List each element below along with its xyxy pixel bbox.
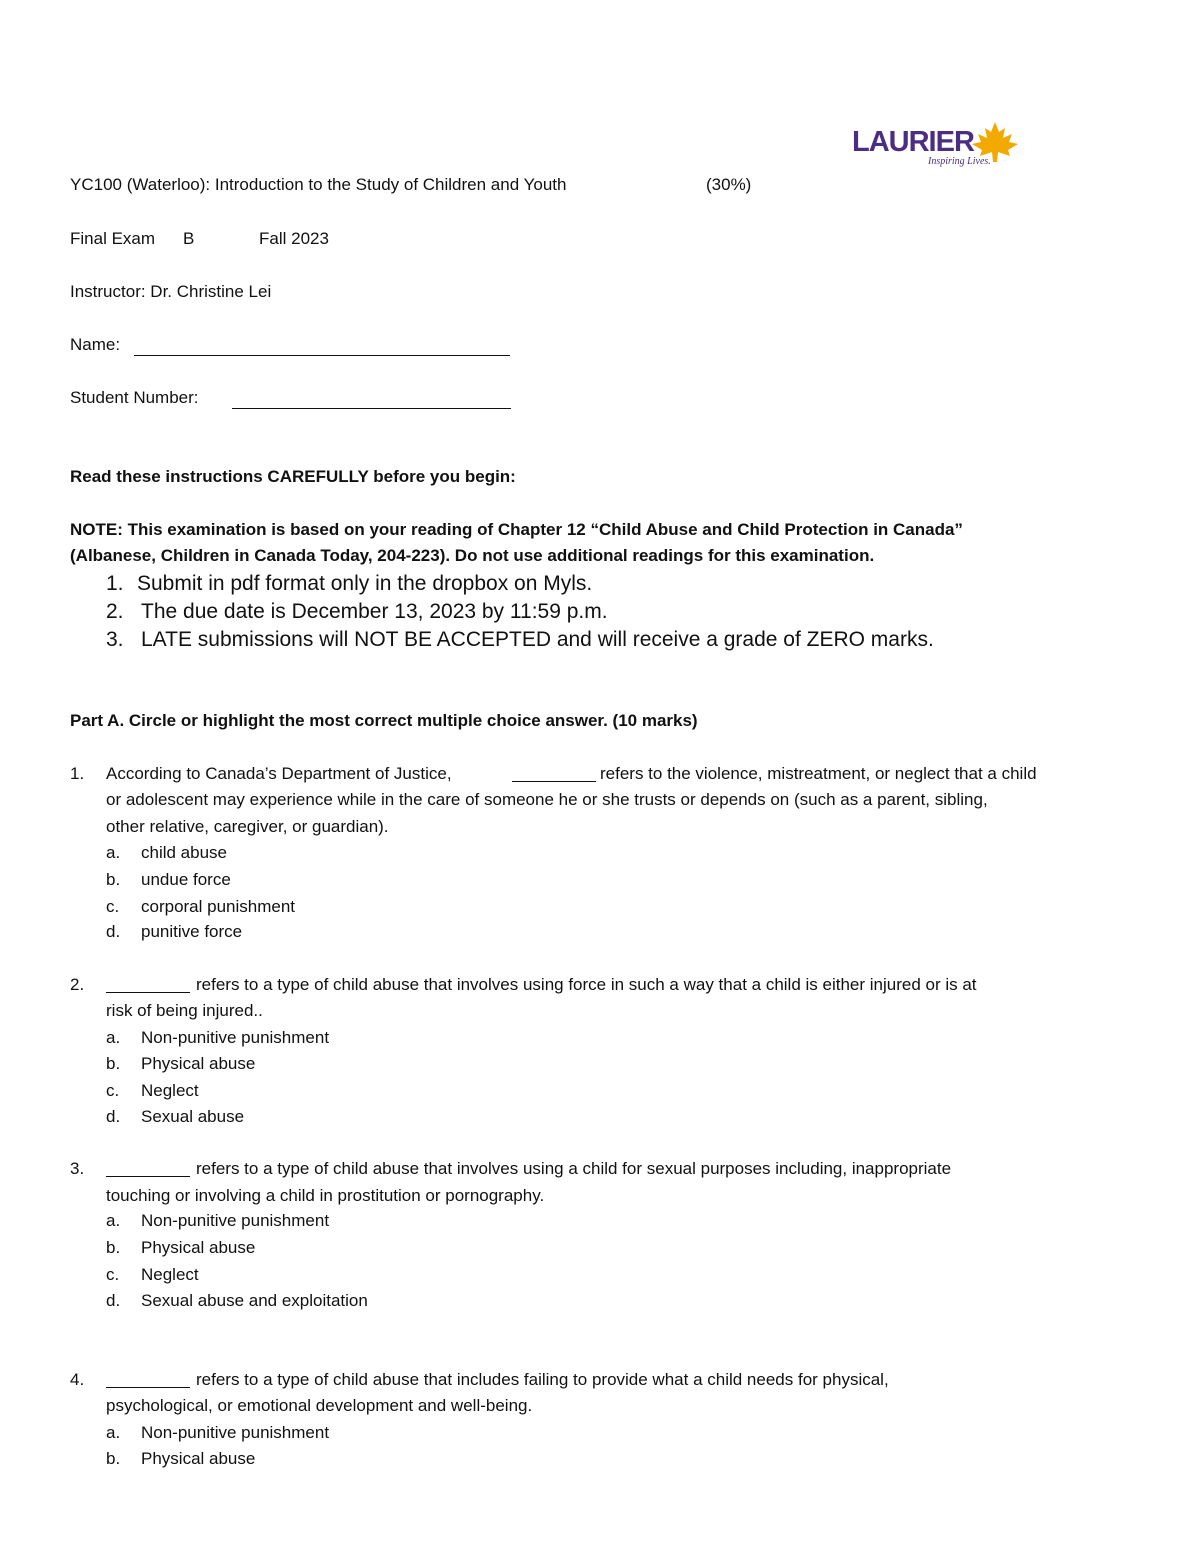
option-letter: b. xyxy=(106,1449,121,1468)
answer-option[interactable]: Neglect xyxy=(141,1265,199,1284)
exam-weight: (30%) xyxy=(706,175,752,194)
exam-term: Fall 2023 xyxy=(259,229,329,248)
laurier-logo xyxy=(852,118,1022,172)
answer-option[interactable]: Physical abuse xyxy=(141,1238,256,1257)
question-text: touching or involving a child in prostitution or pornography. xyxy=(106,1186,545,1205)
note-line-2: (Albanese, Children in Canada Today, 204-223). Do not use additional readings for this examination. xyxy=(70,546,875,565)
answer-option[interactable]: Non-punitive punishment xyxy=(141,1028,330,1047)
question-text: other relative, caregiver, or guardian). xyxy=(106,817,389,836)
answer-option[interactable]: Non-punitive punishment xyxy=(141,1211,330,1230)
answer-option[interactable]: Physical abuse xyxy=(141,1054,256,1073)
answer-option[interactable]: Physical abuse xyxy=(141,1449,256,1468)
logo-tagline: Inspiring Lives. xyxy=(928,156,991,167)
option-letter: b. xyxy=(106,1238,121,1257)
option-letter: c. xyxy=(106,897,120,916)
question-text: refers to a type of child abuse that involves using a child for sexual purposes including, inappropriate xyxy=(196,1159,952,1178)
option-letter: d. xyxy=(106,1291,121,1310)
question-text: refers to a type of child abuse that involves using force in such a way that a child is either injured or is at xyxy=(196,975,977,994)
question-number: 4. xyxy=(70,1370,85,1389)
option-letter: c. xyxy=(106,1081,120,1100)
option-letter: a. xyxy=(106,1211,121,1230)
answer-blank xyxy=(106,978,190,993)
answer-blank xyxy=(106,1373,190,1388)
instruction-number: 1. xyxy=(106,572,124,595)
exam-version: B xyxy=(183,229,195,248)
instruction-number: 3. xyxy=(106,628,124,651)
name-label: Name: xyxy=(70,335,121,354)
question-text: psychological, or emotional development and well-being. xyxy=(106,1396,533,1415)
exam-name: Final Exam xyxy=(70,229,156,248)
question-text: refers to a type of child abuse that includes failing to provide what a child needs for physical, xyxy=(196,1370,889,1389)
answer-option[interactable]: child abuse xyxy=(141,843,228,862)
option-letter: a. xyxy=(106,1423,121,1442)
question-number: 3. xyxy=(70,1159,85,1178)
instructor-line: Instructor: Dr. Christine Lei xyxy=(70,282,272,301)
question-lead: According to Canada’s Department of Justice, xyxy=(106,764,452,783)
option-letter: b. xyxy=(106,1054,121,1073)
part-a-heading: Part A. Circle or highlight the most correct multiple choice answer. (10 marks) xyxy=(70,711,698,730)
logo-wordmark: LAURIER xyxy=(852,126,974,158)
answer-option[interactable]: punitive force xyxy=(141,922,243,941)
instruction-item: The due date is December 13, 2023 by 11:59 p.m. xyxy=(141,600,608,623)
option-letter: a. xyxy=(106,843,121,862)
instructions-heading: Read these instructions CAREFULLY before you begin: xyxy=(70,467,516,486)
question-text: risk of being injured.. xyxy=(106,1001,263,1020)
instruction-number: 2. xyxy=(106,600,124,623)
option-letter: d. xyxy=(106,922,121,941)
answer-option[interactable]: corporal punishment xyxy=(141,897,296,916)
answer-option[interactable]: Sexual abuse and exploitation xyxy=(141,1291,368,1310)
instruction-item: LATE submissions will NOT BE ACCEPTED and will receive a grade of ZERO marks. xyxy=(141,628,934,651)
answer-blank xyxy=(512,767,596,782)
question-text: refers to the violence, mistreatment, or neglect that a child xyxy=(600,764,1037,783)
answer-blank xyxy=(106,1162,190,1177)
question-number: 1. xyxy=(70,764,85,783)
option-letter: a. xyxy=(106,1028,121,1047)
option-letter: d. xyxy=(106,1107,121,1126)
student-number-label: Student Number: xyxy=(70,388,199,407)
course-title: YC100 (Waterloo): Introduction to the Study of Children and Youth xyxy=(70,175,567,194)
question-number: 2. xyxy=(70,975,85,994)
option-letter: c. xyxy=(106,1265,120,1284)
answer-option[interactable]: Non-punitive punishment xyxy=(141,1423,330,1442)
question-text: or adolescent may experience while in the care of someone he or she trusts or depends on (such as a parent, sibling, xyxy=(106,790,988,809)
option-letter: b. xyxy=(106,870,121,889)
answer-option[interactable]: Neglect xyxy=(141,1081,199,1100)
name-field[interactable] xyxy=(134,341,510,356)
answer-option[interactable]: undue force xyxy=(141,870,231,889)
answer-option[interactable]: Sexual abuse xyxy=(141,1107,245,1126)
instruction-item: Submit in pdf format only in the dropbox on Myls. xyxy=(137,572,593,595)
note-line-1: NOTE: This examination is based on your reading of Chapter 12 “Child Abuse and Child Protection in Canada” xyxy=(70,520,963,539)
student-number-field[interactable] xyxy=(232,394,511,409)
